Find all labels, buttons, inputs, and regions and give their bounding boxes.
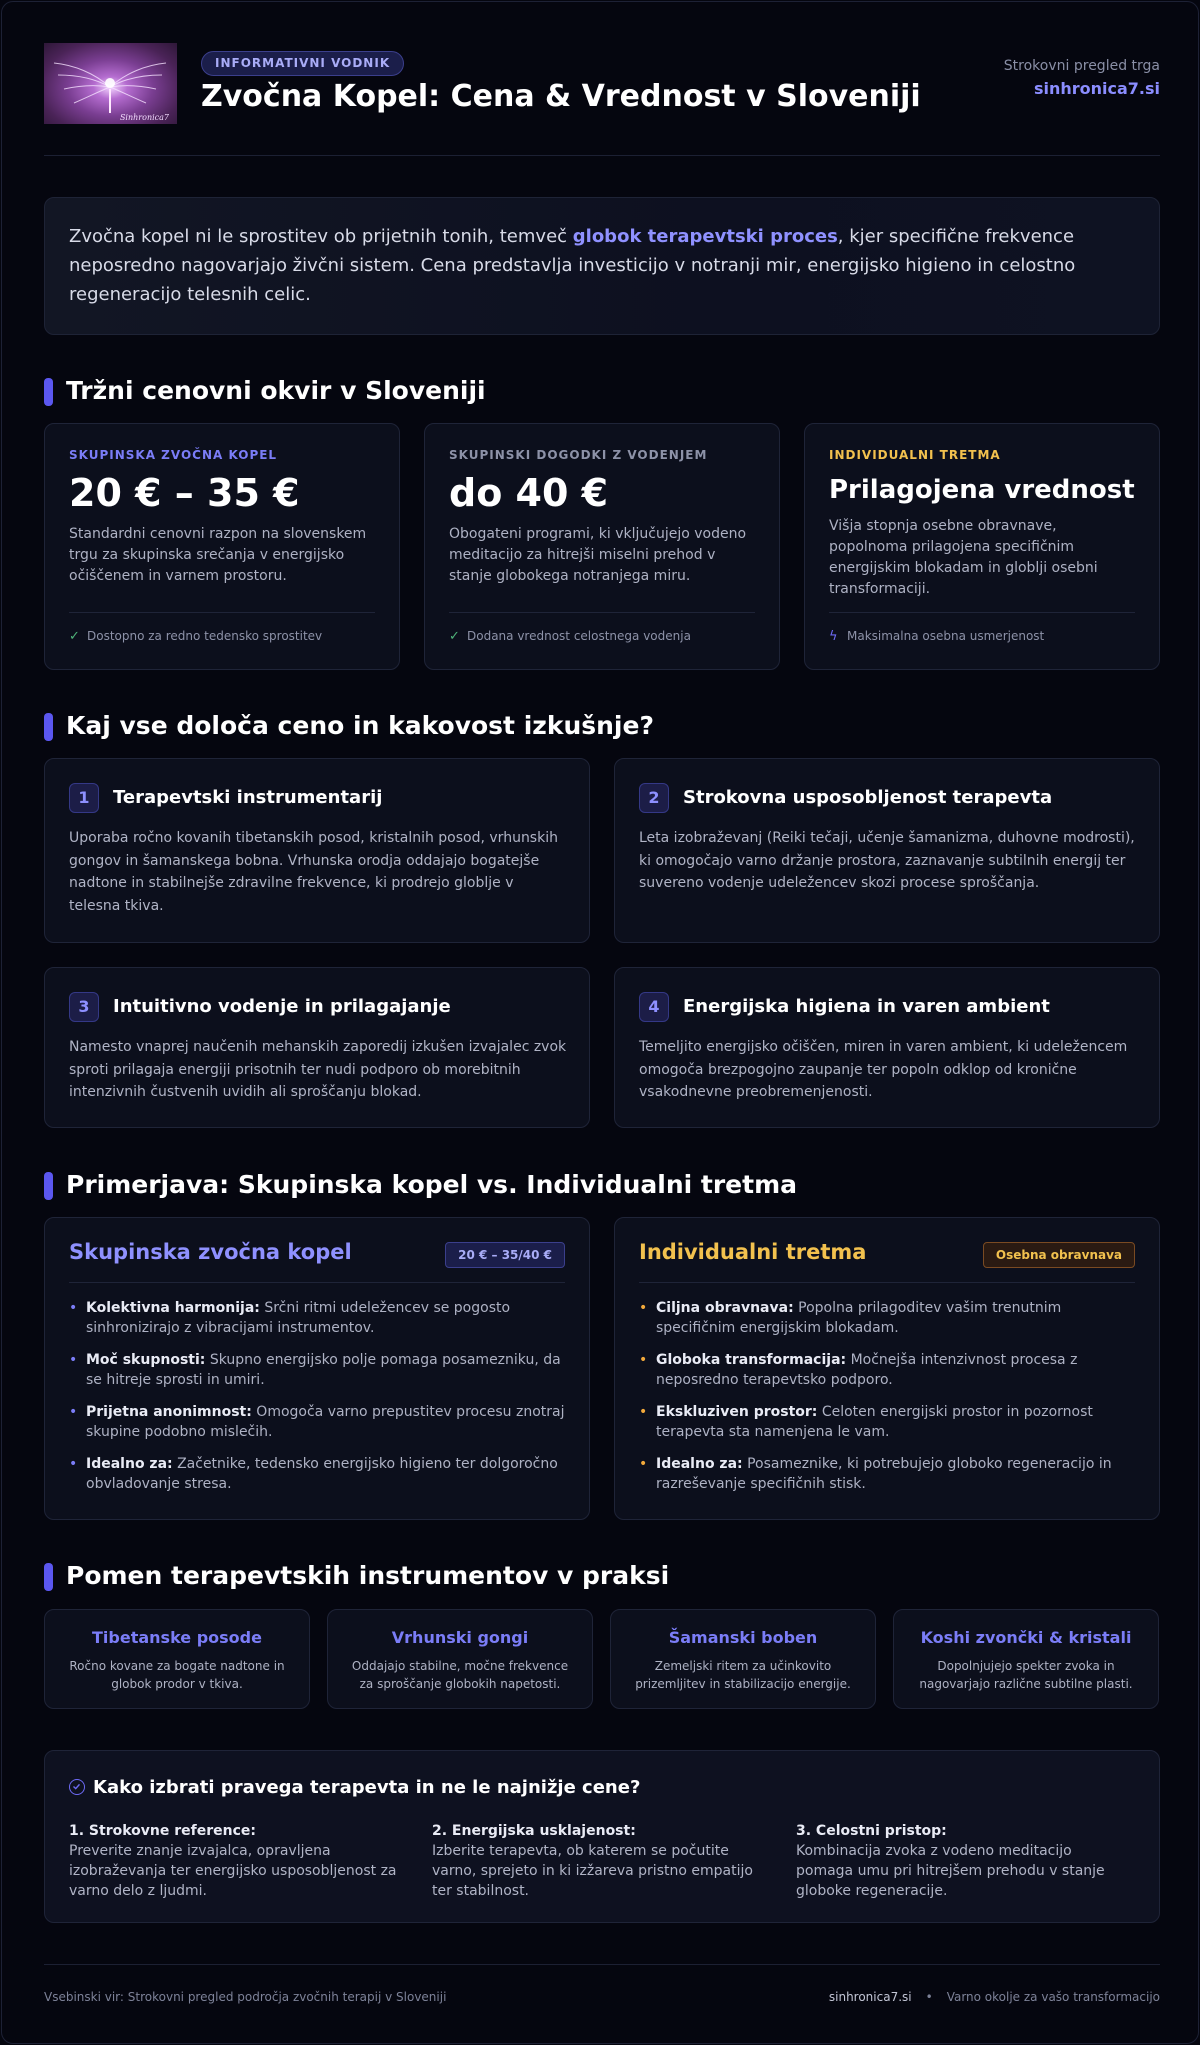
item-text: Začetnike, tedensko energijsko higieno ter dolgoročno obvladovanje stresa. [86,1456,558,1492]
instrument-desc: Zemeljski ritem za učinkovito prizemljitev in stabilizacijo energije. [635,1659,851,1691]
item-label: Moč skupnosti: [86,1352,206,1368]
bullet-icon: • [639,1352,648,1368]
factor-desc: Namesto vnaprej naučenih mehanskih zaporedij izkušen izvajalec zvok sproti prilagaja energiji prisotnih ter nudi podporo ob morebitnih intenzivnih čustvenih uvidih ali sproščanju blokad. [69,1039,567,1100]
logo [44,43,177,124]
item-label: Prijetna anonimnost: [86,1404,252,1420]
instrument-title: Šamanski boben [668,1628,818,1647]
bullet-icon: • [69,1300,78,1316]
price-foot-text: Dodana vrednost celostnega vodenja [467,629,691,643]
footer-tagline: Varno okolje za vašo transformacijo [946,1990,1160,2004]
choose-col-text: Preverite znanje izvajalca, opravljena izobraževanja ter energijsko usposobljenost za varno delo z ljudmi. [69,1843,397,1899]
site-link[interactable]: sinhronica7.si [1033,79,1160,98]
compare-group-card [44,1217,590,1520]
footer-separator: • [925,1990,933,2004]
factor-number: 1 [69,783,99,813]
check-icon: ✓ [69,629,80,644]
compare-list [69,1298,565,1506]
compare-divider [639,1282,1135,1283]
choose-title: Kako izbrati pravega terapevta in ne le najnižje cene? [93,1777,641,1798]
factor-title: Intuitivno vodenje in prilagajanje [113,996,451,1017]
intro-box [44,197,1160,335]
section-title: Pomen terapevtskih instrumentov v praksi [66,1561,670,1590]
price-kicker: INDIVIDUALNI TRETMA [829,448,1001,462]
header-divider [44,155,1160,156]
compare-divider [69,1282,565,1283]
compare-individual-card [614,1217,1160,1520]
choose-col-text: Kombinacija zvoka z vodeno meditacijo pomaga umu pri hitrejšem prehodu v stanje globoke regeneracije. [796,1843,1105,1899]
instrument-card [893,1609,1159,1709]
choose-col-text: Izberite terapevta, ob katerem se počutite varno, sprejeto in ki izžareva pristno empatijo ter stabilnost. [432,1843,753,1899]
item-label: Ekskluziven prostor: [656,1404,818,1420]
footer-divider [44,1964,1160,1965]
header-source [1004,58,1160,98]
choose-col-head: 2. Energijska usklajenost: [432,1823,636,1839]
footer-source: Vsebinski vir: Strokovni pregled področja zvočnih terapij v Sloveniji [44,1990,447,2004]
choose-col-head: 1. Strokovne reference: [69,1823,256,1839]
compare-title: Individualni tretma [639,1240,867,1264]
list-item [639,1402,1135,1442]
price-foot [449,612,755,669]
choose-column [796,1821,1126,1901]
check-circle-icon [69,1779,85,1795]
price-foot [829,612,1135,669]
choose-heading [69,1777,640,1798]
list-item [639,1454,1135,1494]
item-label: Idealno za: [656,1456,743,1472]
bullet-icon: • [69,1456,78,1472]
footer-right [829,1990,1160,2004]
factor-number: 2 [639,783,669,813]
bolt-icon: ϟ [829,629,838,644]
section-title: Kaj vse določa ceno in kakovost izkušnje? [66,711,654,740]
factor-title: Strokovna usposobljenost terapevta [683,787,1053,808]
list-item [639,1298,1135,1338]
source-label: Strokovni pregled trga [1003,58,1160,74]
item-text: Skupno energijsko polje pomaga posamezniku, da se hitreje sprosti in umiri. [86,1352,561,1388]
price-kicker: SKUPINSKI DOGODKI Z VODENJEM [449,448,708,462]
choose-col-head: 3. Celostni pristop: [796,1823,947,1839]
item-label: Kolektivna harmonija: [86,1300,260,1316]
page-header [44,43,1160,125]
instrument-title: Koshi zvončki & kristali [920,1628,1132,1647]
page-frame [1,1,1199,2044]
factor-title: Energijska higiena in varen ambient [683,996,1050,1017]
bullet-icon: • [639,1456,648,1472]
price-tag: 20 € – 35/40 € [445,1242,565,1268]
section-title: Tržni cenovni okvir v Sloveniji [66,376,486,405]
instrument-desc: Dopolnjujejo spekter zvoka in nagovarjajo različne subtilne plasti. [919,1659,1133,1691]
list-item [69,1402,565,1442]
price-foot-text: Maksimalna osebna usmerjenost [847,629,1045,643]
section-accent-bar [44,1172,53,1200]
item-text: Omogoča varno prepustitev procesu znotraj skupine podobno mislečih. [86,1404,565,1440]
instrument-title: Tibetanske posode [92,1628,262,1647]
bullet-icon: • [69,1404,78,1420]
item-label: Ciljna obravnava: [656,1300,794,1316]
item-label: Idealno za: [86,1456,173,1472]
item-text: Srčni ritmi udeležencev se pogosto sinhronizirajo z vibracijami instrumentov. [86,1300,511,1336]
factor-desc: Leta izobraževanj (Reiki tečaji, učenje šamanizma, duhovne modrosti), ki omogočajo varno držanje prostora, zaznavanje subtilnih energij ter suvereno vodenje udeležencev skozi procese sproščanja. [639,830,1135,891]
price-value: do 40 € [449,471,609,515]
instrument-title: Vrhunski gongi [391,1628,529,1647]
factor-card [614,758,1160,943]
price-foot-text: Dostopno za redno tedensko sprostitev [87,629,323,643]
bullet-icon: • [639,1404,648,1420]
factor-card [614,967,1160,1128]
instrument-card [327,1609,593,1709]
factor-number: 4 [639,992,669,1022]
instrument-desc: Oddajajo stabilne, močne frekvence za sproščanje globokih napetosti. [351,1659,569,1691]
item-text: Posameznike, ki potrebujejo globoko regeneracijo in razreševanje specifičnih stisk. [656,1456,1112,1492]
instrument-card [44,1609,310,1709]
factor-desc: Temeljito energijsko očiščen, miren in varen ambient, ki udeležencem omogoča brezpogojno zaupanje ter popoln odklop od kronične vsakodnevne preobremenjenosti. [639,1039,1128,1100]
section-title: Primerjava: Skupinska kopel vs. Individualni tretma [66,1170,798,1199]
list-item [69,1298,565,1338]
list-item [69,1454,565,1494]
choose-column [432,1821,762,1901]
instrument-card [610,1609,876,1709]
price-kicker: SKUPINSKA ZVOČNA KOPEL [69,448,278,462]
item-label: Globoka transformacija: [656,1352,847,1368]
factor-card [44,758,590,943]
section-accent-bar [44,1563,53,1591]
footer-site-link[interactable]: sinhronica7.si [828,1990,912,2004]
compare-title: Skupinska zvočna kopel [69,1240,352,1264]
instrument-desc: Ročno kovane za bogate nadtone in globok prodor v tkiva. [69,1659,285,1691]
section-accent-bar [44,713,53,741]
item-text: Močnejša intenzivnost procesa z neposredno terapevtsko podporo. [656,1352,1078,1388]
angel-wings-icon [44,43,177,124]
price-value: Prilagojena vrednost [829,475,1135,505]
list-item [639,1350,1135,1390]
factor-title: Terapevtski instrumentarij [113,787,383,808]
intro-text-start: Zvočna kopel ni le sprostitev ob prijetnih tonih, temveč [69,226,573,247]
price-desc: Višja stopnja osebne obravnave, popolnoma prilagojena specifičnim energijskim blokadam in globlji osebni transformaciji. [829,518,1098,597]
intro-highlight: globok terapevtski proces [572,226,838,247]
factor-number: 3 [69,992,99,1022]
price-card-guided [424,423,780,670]
intro-text-end: , kjer specifične frekvence neposredno nagovarjajo živčni sistem. Cena predstavlja investicijo v notranji mir, energijsko higieno in celostno regeneracijo telesnih celic. [69,226,1076,305]
page-title: Zvočna Kopel: Cena & Vrednost v Sloveniji [201,79,921,114]
check-icon: ✓ [449,629,460,644]
choose-therapist-box [44,1750,1160,1923]
bullet-icon: • [639,1300,648,1316]
factor-card [44,967,590,1128]
price-card-group [44,423,400,670]
item-text: Popolna prilagoditev vašim trenutnim specifičnim energijskim blokadam. [656,1300,1062,1336]
bullet-icon: • [69,1352,78,1368]
price-desc: Standardni cenovni razpon na slovenskem trgu za skupinska srečanja v energijsko očiščenem in varnem prostoru. [69,526,367,584]
price-card-individual [804,423,1160,670]
item-text: Celoten energijski prostor in pozornost terapevta sta namenjena le vam. [656,1404,1093,1440]
price-tag: Osebna obravnava [983,1242,1135,1268]
list-item [69,1350,565,1390]
choose-column [69,1821,399,1901]
compare-list [639,1298,1135,1506]
price-foot [69,612,375,669]
price-desc: Obogateni programi, ki vključujejo vodeno meditacijo za hitrejši miselni prehod v stanje globokega notranjega miru. [449,526,747,584]
price-value: 20 € – 35 € [69,471,300,515]
section-accent-bar [44,378,53,406]
factor-desc: Uporaba ročno kovanih tibetanskih posod, kristalnih posod, vrhunskih gongov in šamanskega bobna. Vrhunska orodja oddajajo bogatejše nadtone in stabilnejše zdravilne frekvence, ki prodrejo globlje v telesna tkiva. [69,830,558,914]
guide-badge: INFORMATIVNI VODNIK [201,51,404,76]
logo-text: Sinhronica7 [119,113,169,122]
